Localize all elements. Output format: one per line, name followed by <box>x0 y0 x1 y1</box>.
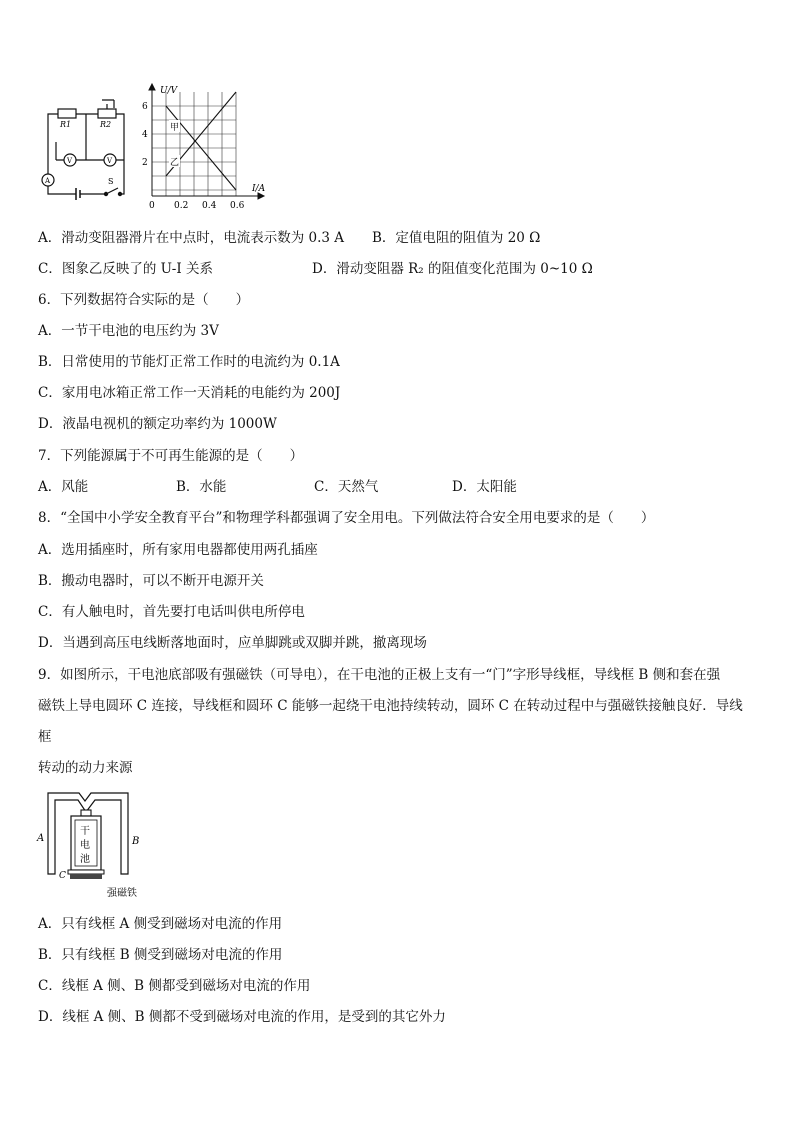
q8-option-d[interactable]: D．当遇到高压电线断落地面时，应单脚跳或双脚并跳，撤离现场 <box>38 635 427 651</box>
q6-option-a[interactable]: A．一节干电池的电压约为 3V <box>38 323 219 339</box>
label-c: C <box>59 871 66 881</box>
q7-option-d[interactable]: D．太阳能 <box>452 479 517 495</box>
x-tick: 0 <box>149 201 155 211</box>
battery-frame-diagram <box>34 786 144 902</box>
q9-option-a[interactable]: A．只有线框 A 侧受到磁场对电流的作用 <box>38 916 283 932</box>
r2-label: R2 <box>100 120 112 129</box>
resistor-r2 <box>98 109 116 118</box>
q9-stem-line3: 框 <box>38 729 52 745</box>
label-a: A <box>37 833 45 844</box>
battery-cap <box>81 810 91 816</box>
q9-stem-line4: 转动的动力来源 <box>38 760 133 776</box>
circuit-diagram <box>36 80 136 200</box>
q7-stem: 7．下列能源属于不可再生能源的是（ ） <box>38 448 304 464</box>
x-tick: 0.2 <box>174 201 189 211</box>
label-b: B <box>132 836 140 847</box>
x-tick: 0.4 <box>202 201 217 211</box>
conductive-ring-c <box>68 870 104 874</box>
q8-option-c[interactable]: C．有人触电时，首先要打电话叫供电所停电 <box>38 604 305 620</box>
switch-label: S <box>108 177 114 186</box>
q7-option-b[interactable]: B．水能 <box>176 479 227 495</box>
q9-stem-line1: 9．如图所示，干电池底部吸有强磁铁（可导电），在干电池的正极上支有一“门”字形导线框，导线框 B 侧和套在强 <box>38 667 721 683</box>
x-axis-label: I/A <box>252 184 266 194</box>
line-yi-label: 乙 <box>170 158 180 168</box>
y-tick: 2 <box>142 158 148 168</box>
q6-option-c[interactable]: C．家用电冰箱正常工作一天消耗的电能约为 200J <box>38 385 341 401</box>
y-tick: 4 <box>142 130 148 140</box>
q8-option-b[interactable]: B．搬动电器时，可以不断开电源开关 <box>38 573 264 589</box>
q9-option-c[interactable]: C．线框 A 侧、B 侧都受到磁场对电流的作用 <box>38 978 311 994</box>
magnet-label: 强磁铁 <box>107 888 137 899</box>
battery-char-1: 干 <box>80 826 90 837</box>
q6-option-b[interactable]: B．日常使用的节能灯正常工作时的电流约为 0.1A <box>38 354 340 370</box>
q7-option-a[interactable]: A．风能 <box>38 479 89 495</box>
r1-label: R1 <box>60 120 72 129</box>
ui-graph <box>138 80 278 212</box>
q9-stem-line2: 磁铁上导电圆环 C 连接，导线框和圆环 C 能够一起绕干电池持续转动，圆环 C 在转动过程中与强磁铁接触良好．导线 <box>38 698 743 714</box>
strong-magnet <box>70 874 102 879</box>
q6-option-d[interactable]: D．液晶电视机的额定功率约为 1000W <box>38 416 277 432</box>
q6-stem: 6．下列数据符合实际的是（ ） <box>38 292 250 308</box>
resistor-r1 <box>58 109 76 118</box>
q8-option-a[interactable]: A．选用插座时，所有家用电器都使用两孔插座 <box>38 542 318 558</box>
battery-char-2: 电 <box>80 840 90 851</box>
q9-option-b[interactable]: B．只有线框 B 侧受到磁场对电流的作用 <box>38 947 283 963</box>
q5-option-b[interactable]: B．定值电阻的阻值为 20 Ω <box>372 230 541 246</box>
line-jia-label: 甲 <box>170 123 180 133</box>
q9-option-d[interactable]: D．线框 A 侧、B 侧都不受到磁场对电流的作用，是受到的其它外力 <box>38 1009 446 1025</box>
v2-symbol: V <box>107 157 113 165</box>
q5-option-a[interactable]: A．滑动变阻器滑片在中点时，电流表示数为 0.3 A <box>38 230 345 246</box>
y-axis-label: U/V <box>160 86 178 96</box>
battery-char-3: 池 <box>80 854 90 865</box>
q5-option-c[interactable]: C．图象乙反映了的 U-I 关系 <box>38 261 213 277</box>
v1-symbol: V <box>67 157 73 165</box>
y-tick: 6 <box>142 102 148 112</box>
q8-stem: 8．“全国中小学安全教育平台”和物理学科都强调了安全用电。下列做法符合安全用电要求的是（ ） <box>38 510 655 526</box>
x-tick: 0.6 <box>230 201 245 211</box>
ammeter-symbol: A <box>45 177 51 185</box>
q7-option-c[interactable]: C．天然气 <box>314 479 379 495</box>
q5-option-d[interactable]: D．滑动变阻器 R₂ 的阻值变化范围为 0~10 Ω <box>312 261 593 277</box>
